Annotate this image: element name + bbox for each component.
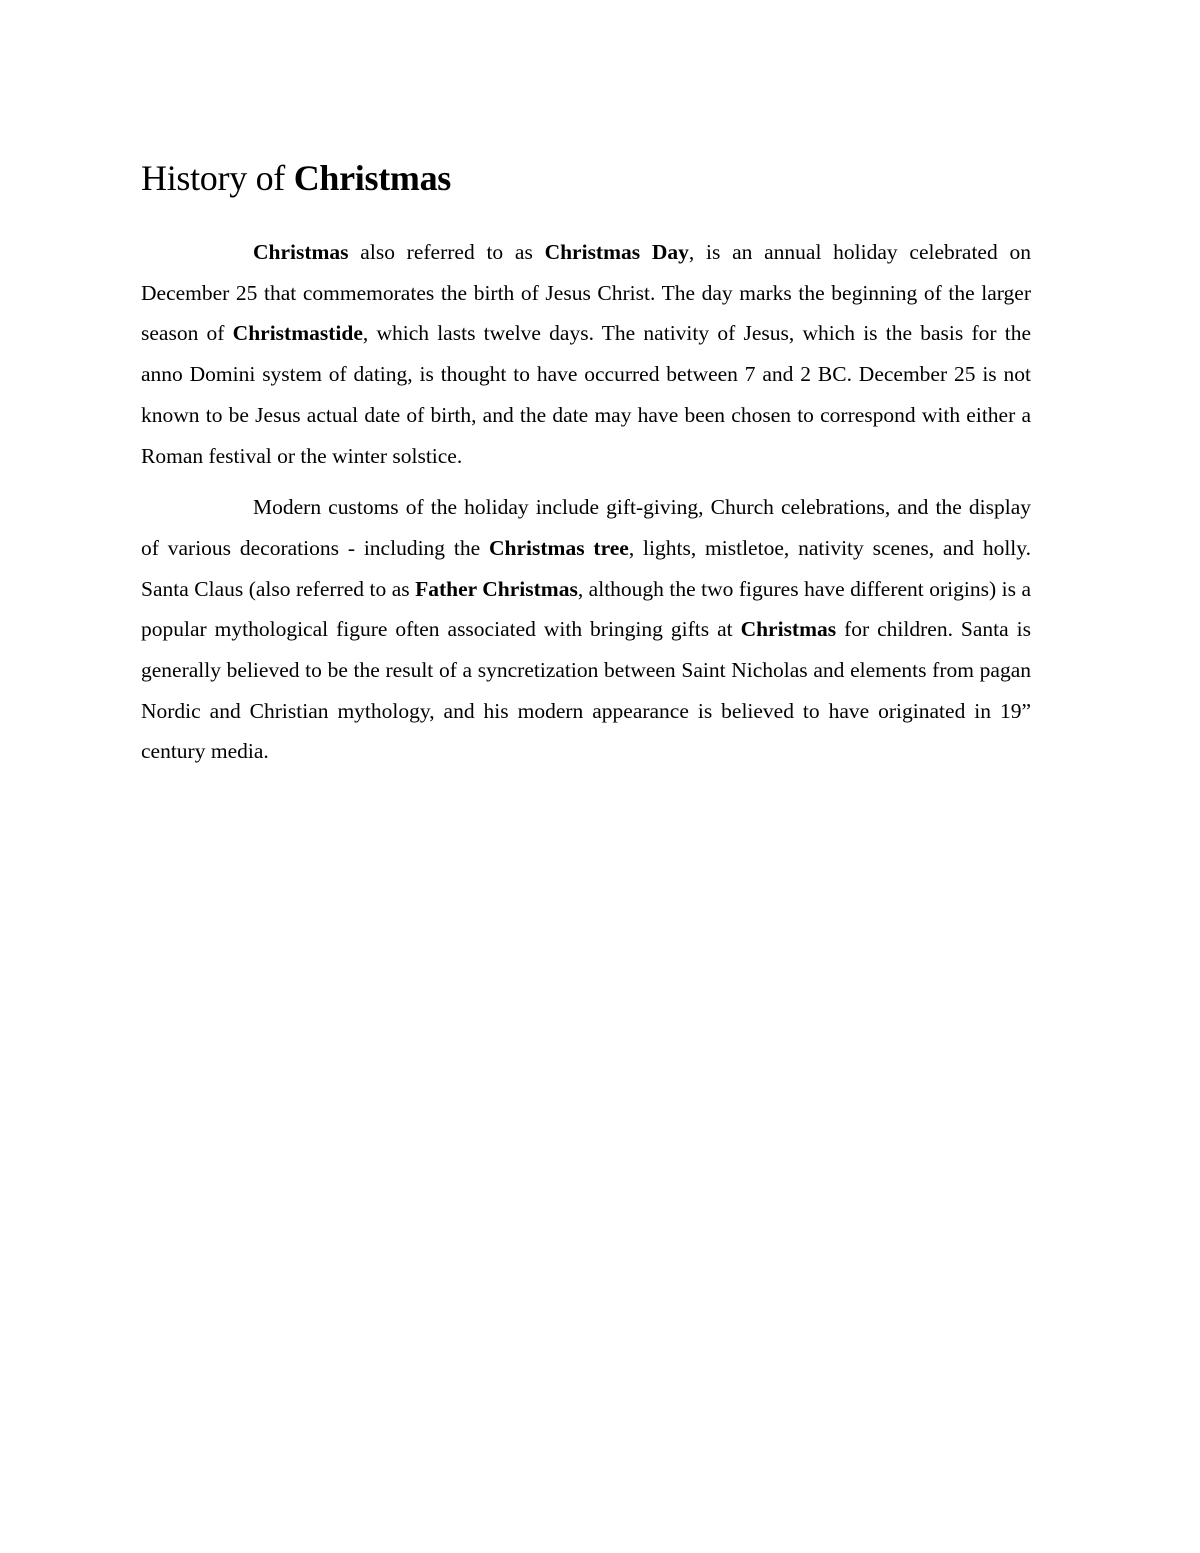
paragraph-2 — [141, 487, 1031, 772]
paragraph-2-run-4: Father Christmas — [415, 576, 578, 601]
paragraph-2-run-3: , lights, mistletoe, nativity scenes, and holly. Santa Claus (also referred to as — [141, 535, 1031, 601]
paragraph-2-run-7: for children. Santa is generally believed to be the result of a syncretization between Saint Nicholas and elements from pagan Nordic and Christian mythology, and his modern appearance is believed to have originated in 19” century media. — [141, 617, 1032, 764]
document-body — [141, 150, 1031, 783]
page-title — [141, 150, 1031, 206]
paragraph-1-run-2: also referred to as — [348, 240, 545, 264]
paragraph-1-run-4: , is an annual holiday celebrated on December 25 that commemorates the birth of Jesus Christ. The day marks the beginning of the larger season of — [141, 240, 1031, 346]
paragraph-1 — [141, 232, 1031, 476]
paragraph-2-run-5: , although the two figures have different origins) is a popular mythological figure often associated with bringing gifts at — [141, 576, 1031, 642]
paragraph-1-run-3: Christmas Day — [544, 240, 689, 264]
title-plain-text: History of — [141, 158, 294, 198]
paragraph-1-run-5: Christmastide — [232, 321, 363, 346]
title-bold-text: Christmas — [293, 158, 451, 198]
paragraph-2-run-1: Modern customs of the holiday include gift-giving, Church celebrations, and the display of various decorations - including the — [141, 495, 1031, 560]
paragraph-2-run-6: Christmas — [740, 617, 837, 642]
paragraph-1-run-1: Christmas — [253, 240, 349, 264]
paragraph-1-run-6: , which lasts twelve days. The nativity of Jesus, which is the basis for the anno Domini system of dating, is thought to have occurred between 7 and 2 BC. December 25 is not known to be Jesus actual date of birth, and the date may have been chosen to correspond with either a Roman festival or the winter solstice. — [141, 321, 1032, 468]
paragraph-2-run-2: Christmas tree — [489, 535, 629, 560]
